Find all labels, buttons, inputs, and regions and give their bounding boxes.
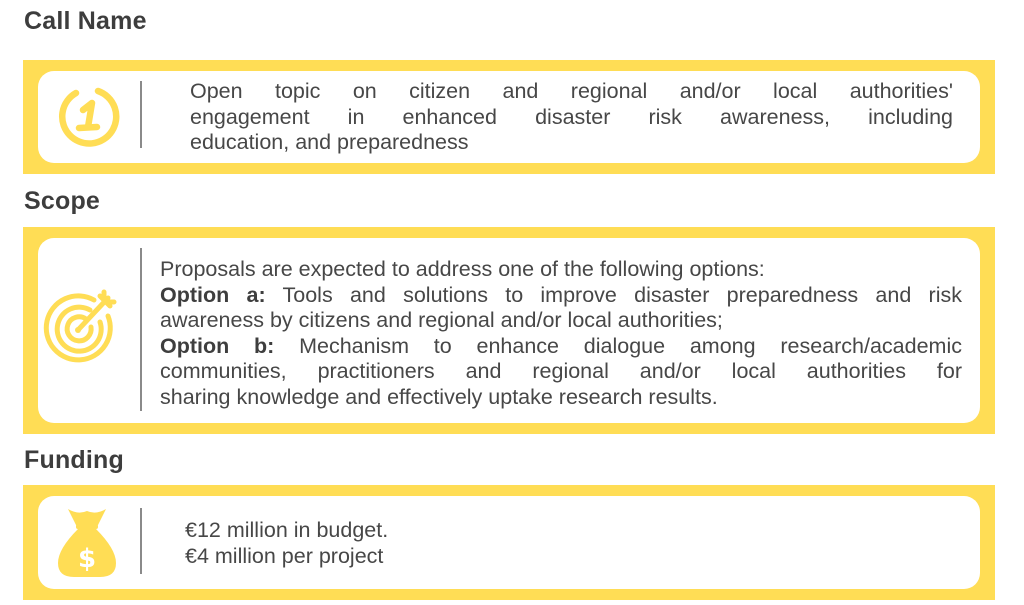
scope-heading: Scope — [24, 187, 101, 215]
call-name-line-1: Open topic on citizen and regional and/or local authorities' — [190, 79, 953, 103]
money-bag-dollar-icon — [52, 504, 122, 582]
scope-intro: Proposals are expected to address one of the following options: — [160, 257, 765, 281]
scope-card-inner — [38, 238, 980, 423]
svg-text:$: $ — [77, 544, 97, 574]
funding-card-inner — [38, 496, 980, 589]
option-b-text-1: Mechanism to enhance dialogue among research/academic — [274, 333, 962, 358]
call-name-text — [190, 79, 953, 156]
scope-text — [160, 257, 962, 410]
scope-option-a-line-1 — [160, 283, 962, 309]
option-a-text-1: Tools and solutions to improve disaster preparedness and risk — [265, 282, 962, 307]
scope-divider — [140, 248, 142, 411]
funding-card — [23, 485, 995, 600]
call-name-heading: Call Name — [24, 7, 147, 35]
funding-text — [185, 518, 685, 569]
target-arrow-icon — [42, 284, 124, 366]
call-name-card — [23, 60, 995, 174]
funding-line-2: €4 million per project — [185, 543, 384, 568]
funding-heading: Funding — [24, 446, 124, 474]
scope-card — [23, 227, 995, 434]
scope-option-a-line-2: awareness by citizens and regional and/or local authorities; — [160, 308, 723, 332]
option-a-label: Option a: — [160, 282, 266, 307]
call-name-line-3: education, and preparedness — [190, 130, 469, 154]
scope-option-b-line-1 — [160, 334, 962, 360]
call-name-card-inner — [38, 71, 980, 163]
scope-option-b-line-2: communities, practitioners and regional and/or local authorities for — [160, 359, 962, 383]
number-one-circle-icon — [52, 79, 126, 153]
call-name-line-2: engagement in enhanced disaster risk awareness, including — [190, 104, 953, 129]
funding-line-1: €12 million in budget. — [185, 518, 389, 542]
call-name-divider — [140, 81, 142, 148]
funding-divider — [140, 508, 142, 574]
option-b-label: Option b: — [160, 333, 275, 358]
scope-option-b-line-3: sharing knowledge and effectively uptake research results. — [160, 384, 718, 409]
